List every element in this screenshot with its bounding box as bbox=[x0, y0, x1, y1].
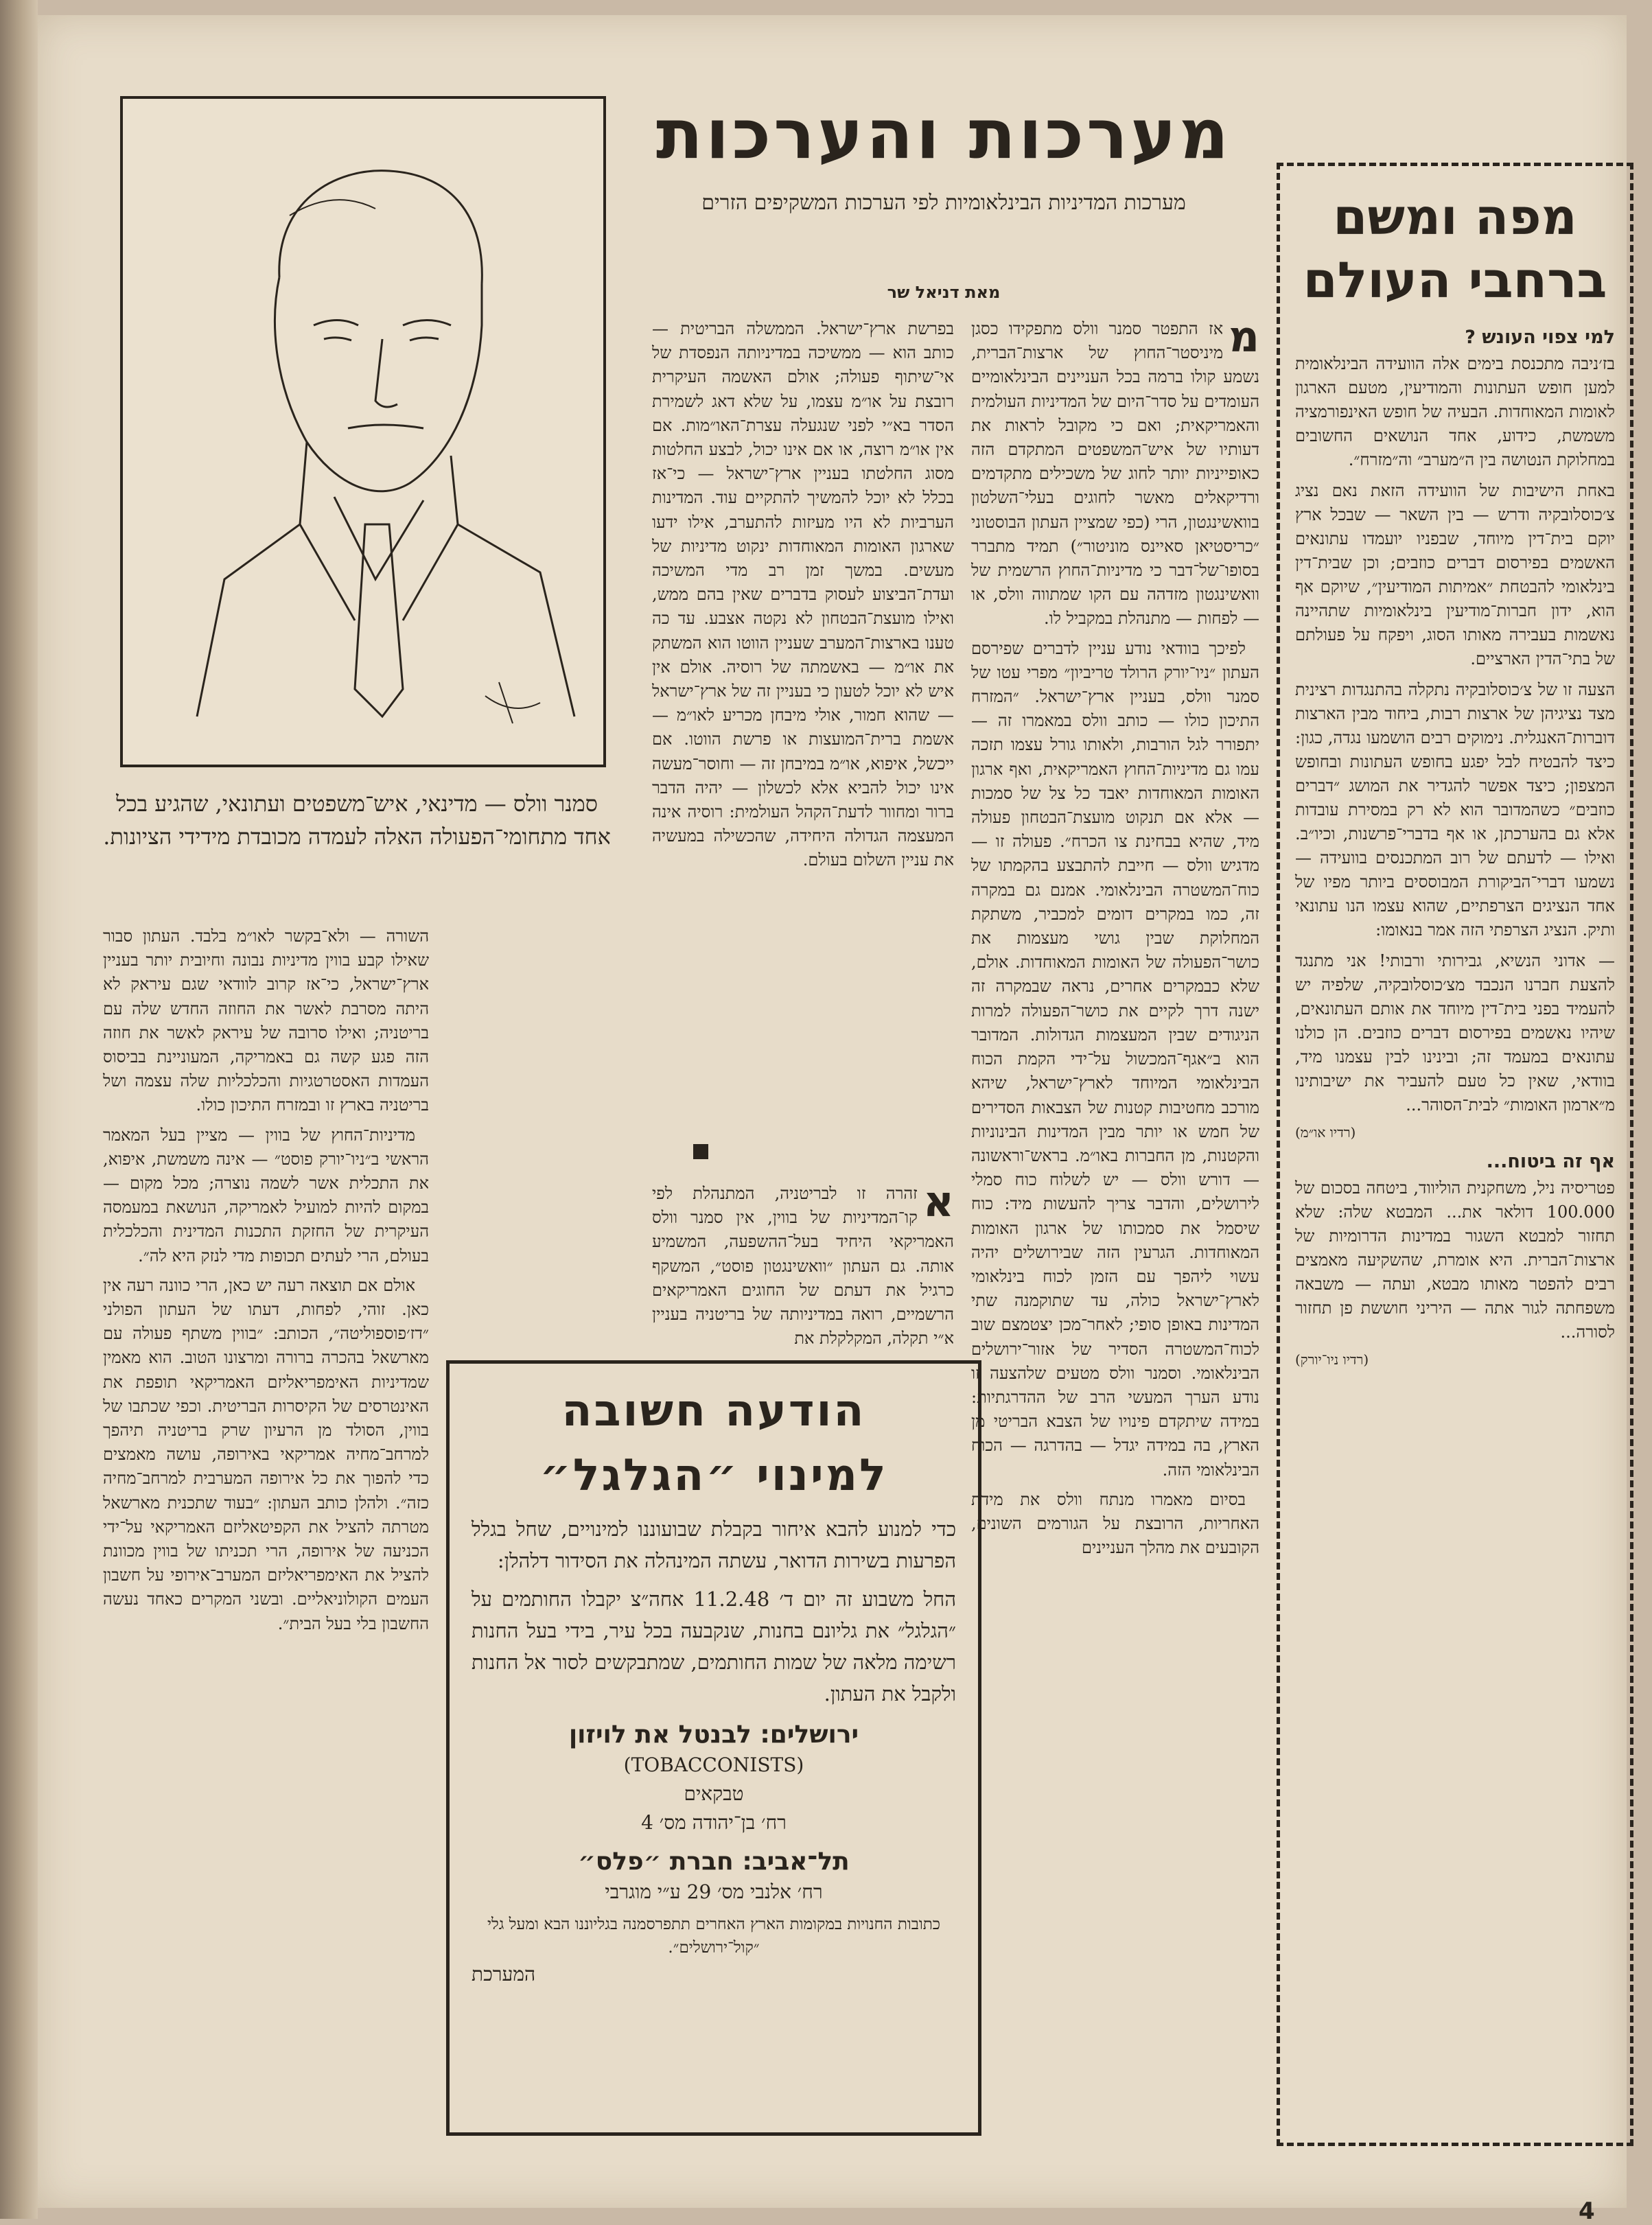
article-paragraph: אז התפטר סמנר וולס מתפקידו כסגן מיניסטר־החוץ של ארצות־הברית, נשמע קולו ברמה בכל העניינים הבינלאומיים העומדים על סדר־היום של המדיניות העולמית והאמריקאית; ואם כי מקובל לראות את דעותיו של איש־המשפטים המתקדם הזה כאופייניות יותר לחוג של משכילים מתקדמים ורדיקאלים מאשר לחוגים בעלי־השלטון בוואשינגטון, הרי (כפי שמציין העתון הבוסטוני ״כריסטיאן סאיינס מוניטור״) תמיד מתברר בסופו־של־דבר כי מדיניות־החוץ הרשמית של וואשינגטון מזדהה עם הקו שמתווה וולס, או — לפחות — מתנהלת במקביל לו. bbox=[971, 319, 1259, 629]
sidebar-section2-heading: אף זה ביטוח... bbox=[1486, 1151, 1615, 1172]
notice-jerusalem-english: (TOBACCONISTS) bbox=[623, 1754, 804, 1776]
drop-cap: מ bbox=[1229, 317, 1259, 362]
sidebar-paragraph: בז׳ניבה מתכנסת בימים אלה הוועידה הבינלאומית למען חופש העתונות והמודיעין, מטעם הארגון לאומות המאוחדות. הבעיה של חופש האינפורמציה משמשת, כידוע, אחד הנושאים החשובים במחלוקת הנטושה בין ה״מערב״ וה״מזרח״. bbox=[1295, 354, 1615, 469]
article-paragraph: בסיום מאמרו מנתח וולס את מידת האחריות, הרובצת על הגורמים השונים, הקובעים את מהלך העניינים bbox=[971, 1489, 1259, 1558]
article-title: מערכות והערכות bbox=[655, 94, 1232, 174]
magazine-page bbox=[38, 15, 1627, 2225]
portrait-caption: סמנר וולס — מדינאי, איש־משפטים ועתונאי, שהגיע בכל אחד מתחומי־הפעולה האלה לעמדה מכובדת מידידי הציונות. bbox=[103, 791, 611, 850]
article-byline: מאת דניאל שר bbox=[887, 283, 1001, 302]
section-ornament bbox=[693, 1144, 708, 1159]
article-column-2-continued bbox=[652, 1182, 954, 1350]
article-paragraph: זהרה זו לבריטניה, המתנהלת לפי קו־המדיניות של בווין, אין סמנר וולס האמריקאי היחיד בעל־ההשפעה, המשמיע אותה. גם העתון ״וואשינגטון פוסט״, המשקף כרגיל את דעתם של החוגים האמריקאים הרשמיים, רואה במדיניותה של בריטניה בעניין א״י תקלה, המקלקלת את bbox=[652, 1184, 954, 1349]
article-column-2 bbox=[652, 317, 954, 1134]
page-number: 4 bbox=[1579, 2198, 1595, 2225]
portrait-drawing bbox=[128, 99, 603, 759]
sidebar-box bbox=[1277, 163, 1633, 2146]
article-paragraph: לפיכך בוודאי נודע עניין לדברים שפירסם העתון ״ניו־יורק הרולד טריביון״ מפרי עטו של סמנר וולס, בעניין ארץ־ישראל. ״המזרח התיכון כולו — כותב וולס במאמרו זה — יתפורר לגל הורבות, ולאותו גורל עצמו תזכה עמו גם מדיניות־החוץ האמריקאית, ואף ארגון האומות המאוחדות יאבד כל צל של סמכות — אלא אם תנקוט מועצת־הבטחון פעולה מיד, שהיא בבחינת צו הכרח״. פעולה זו — מדגיש וולס — חייבת להתבצע בהקמתו של כוח־המשטרה הבינלאומי. אמנם גם במקרה זה, כמו במקרים דומים למכביר, משתקת המחלוקת שבין גושי מעצמות את כושר־הפעולה של האומות המאוחדות. אולם, שלא כבמקרים אחרים, נראה שבמקרה זה ישנה דרך לקיים את כושר־הפעולה למרות הניגודים שבין המעצמות הגדולות. המדובר הוא ב״אגף־המכשול על־ידי הקמת הכוח הבינלאומי המיוחד לארץ־ישראל, שיהא מורכב מחטיבות קטנות של הצבאות הסדירים של חמש או יותר מבין המדינות הבינוניות והקטנות, מן החברות באו״מ. בראש־וראשונה — דורש וולס — יש לשלוח כוח סמלי לירושלים, והדבר צריך להעשות מיד: כוח שיסמל את סמכותו של ארגון האומות המאוחדות. הגרעין הזה שבירושלים יהיה עשוי ליהפך עם הזמן לכוח בינלאומי לארץ־ישראל כולה, עד שתוקמנה שתי המדינות באופן סופי; לאחר־מכן יצטמצם שוב לכוח־המשטרה הסדיר של אזור־ירושלים הבינלאומי. וסמנר וולס מטעים שלהצעה זו נודע הערך המעשי הרב של ההדרגתיות: במידה שיתקדם פינויו של הצבא הבריטי מן הארץ, בה במידה יגדל — בהדרגה — הכוח הבינלאומי הזה. bbox=[971, 638, 1259, 1480]
notice-jerusalem-address: רח׳ בן־יהודה מס׳ 4 bbox=[641, 1811, 787, 1834]
notice-telaviv-address: רח׳ אלנבי מס׳ 29 ע״י מוגרבי bbox=[605, 1880, 823, 1903]
article-paragraph: מדיניות־החוץ של בווין — מציין בעל המאמר הראשי ב״ניו־יורק פוסט״ — אינה משמשת, איפוא, את התכלית אשר לשמה נוצרה; מכל מקום — במקום להיות למועיל לאמריקה, הנושאת במעמסה העיקרית של החזקת התכנות המדינית והכלכלית בעולם, הרי לעתים תכופות מדי לנזק היא לה״. bbox=[103, 1125, 429, 1266]
sidebar-section1-heading: למי צפוי העונש ? bbox=[1465, 327, 1615, 348]
article-column-1 bbox=[971, 317, 1259, 2201]
sidebar-paragraph: — אדוני הנשיא, גבירותי ורבותי! אני מתנגד להצעת חברנו הנכבד מצ׳כוסלובקיה, שלפיה יש להעמיד בפני בית־דין מיוחד את אותם העתונאים, שיהיו נאשמים בפירסום דברים כוזבים. הן כולנו עתונאים במעמד זה; ובינינו לבין עצמנו מיד, בוודאי, שאין כל טעם להעביר את ישיבותינו מ״ארמון האומות״ לבית־הסוהר... bbox=[1295, 951, 1615, 1115]
sidebar-paragraph: הצעה זו של צ׳כוסלובקיה נתקלה בהתנגדות רצינית מצד נציגיהן של ארצות רבות, ביחוד מבין הארצות דוברות־האנגלית. נימוקים רבים הושמעו נגדה, כגון: כיצד להבטיח לבל יפגע בחופש העתונות ובחופש המצפון; כיצד אפשר להגדיר את המושג ״דברים כוזבים״ כשהמדובר הוא לא רק במסירת עובדות אלא גם בהערכתן, או אף בדברי־פרשנות, וכיו״ב. ואילו — לדעתם של רוב המתכנסים בוועידה — נשמעו דברי־הביקורת המבוססים ביותר מפיו של אחד הנציגים הצרפתיים, שהוא עצמו הנו עתונאי ותיק. הנציג הצרפתי הזה אמר בנאומו: bbox=[1295, 680, 1615, 940]
notice-title-line-2: למינוי ״הגלגל״ bbox=[539, 1450, 888, 1501]
sidebar-title: מפה ומשם ברחבי העולם bbox=[1303, 188, 1607, 309]
article-paragraph: בפרשת ארץ־ישראל. הממשלה הבריטית — כותב הוא — ממשיכה במדיניותה הנפסדת של אי־שיתוף פעולה; אולם האשמה העיקרית רובצת על או״מ עצמו, על שלא דאג לשמירת הסדר בא״י לפני שנגעלה עצרת־האו״מות. אם אין או״מ רוצה, או אם אינו יכול, לבצע החלטות מסוג החלטתו בעניין ארץ־ישראל — כי־אז בכלל לא יוכל להמשיך להתקיים עוד. המדינות הערביות לא היו מעיזות להתערב, אילו ידעו שארגון האומות המאוחדות ינקוט מדיניות של מעשים. במשך זמן רב מדי המשיכה ועדת־הביצוע לעסוק בדברים שאין בהם ממש, ואילו מועצת־הבטחון לא נקטה אצבע. עד כה טענו בארצות־המערב שעניין הווטו הוא המשתק את או״מ — באשמתה של רוסיה. אולם אין איש לא יוכל לטעון כי בעניין זה של ארץ־ישראל — שהוא חמור, אולי מיבחן מכריע לאו״מ — אשמת ברית־המועצות או פרשת הווטו. אם ייכשל, איפוא, או״מ במיבחן זה — וחוסר־מעשה אינו יכול להביא אלא לכשלון — יהיה הדבר ברור ומחוור לדעת־הקהל העולמית: רוסיה אינה המעצמה הגדולה היחידה, שהכשילה במעשיה את עניין השלום בעולם. bbox=[652, 319, 954, 870]
drop-cap: א bbox=[922, 1182, 954, 1226]
sidebar-source: (רדיו ניו־יורק) bbox=[1295, 1351, 1369, 1368]
notice-title-line-1: הודעה חשובה bbox=[561, 1386, 866, 1436]
sidebar-paragraph: פטריסיה ניל, משחקנית הוליווד, ביטחה בסכום של 100.000 דולאר את... המבטא שלה: שלא תחזור למבטא השגור במדינות הדרומיות של ארצות־הברית. היא אומרת, שהשקיעה מאמצים רבים להפטר מאותו מבטא, ועתה — משבאה משפחתה לגור אתה — היריני חוששת פן תחזור לסורה... bbox=[1295, 1178, 1616, 1342]
article-paragraph: אולם אם תוצאה רעה יש כאן, הרי כוונה רעה אין כאן. זוהי, לפחות, דעתו של העתון הפולני ״דז׳פוספוליטה״, הכותב: ״בווין משתף פעולה עם מארשאל בהכרה ברורה ומרצונו הטוב. הוא מאמין שמדיניות האימפריאליזם האמריקאי תופפת את האינטרסים של הקיסרות הבריטית. וכפי שכתבו של בווין, הסולד מן הרעיון שרק בריטניה תיהפך למרחב־מחיה אמריקאי באירופה, עושה מאמצים כדי להפוך את כל אירופה המערבית למרחב־מחיה כזה״. ולהלן כותב העתון: ״בעוד שתכנית מארשאל מטרתה להציל את הקפיטאליזם האמריקאי על־ידי הכניעה של אירופה, הרי תכניתו של בווין מכוונת להציל את האימפריאליזם המערב־אירופי על חשבון העמים הקולוניאליים. ובשני המקרים כאחד נעשה החשבון בלי בעל הבית״. bbox=[103, 1275, 429, 1633]
notice-box bbox=[446, 1360, 981, 2136]
notice-jerusalem-line: ירושלים: לבנטל את לויזון bbox=[568, 1721, 859, 1749]
book-spine bbox=[0, 0, 38, 2219]
notice-telaviv-line: תל־אביב: חברת ״פלס״ bbox=[578, 1848, 850, 1876]
sidebar-paragraph: באחת הישיבות של הוועידה הזאת נאם נציג צ׳כוסלובקיה ודרש — בין השאר — שבכל ארץ יוקם בית־דין מיוחד, שבפניו יועמדו עתונאים האשמים בפירסום דברים כוזבים; וכן שבית־דין בינלאומי להבטחת ״אמיתות המודיעין״, שיוקם אף הוא, ידון חברות־מודיעין בינלאומיות שתהיינה נאשמות בעבירה מאותו הסוג, ויפקח על פעולתם של בתי־הדין הארציים. bbox=[1295, 481, 1615, 668]
article-column-3 bbox=[103, 924, 429, 2201]
notice-signoff: המערכת bbox=[472, 1963, 536, 1985]
notice-jerusalem-type: טבקאים bbox=[684, 1782, 744, 1805]
notice-footer: כתובות החנויות במקומות הארץ האחרים תתפרסמנה בגליוננו הבא ומעל גלי ״קול־ירושלים״. bbox=[487, 1915, 940, 1957]
sidebar-source: (רדיו או״מ) bbox=[1295, 1124, 1356, 1141]
notice-paragraph: החל משבוע זה יום ד׳ 11.2.48 אחה״צ יקבלו החותמים על ״הגלגל״ את גליונם בחנות, שנקבעה בכל עיר, בידי בעל החנות רשימה מלאה של שמות החותמים, שמתבקשים לסור אל החנות ולקבל את העתון. bbox=[472, 1587, 957, 1705]
portrait-sketch bbox=[120, 96, 606, 767]
article-subtitle: מערכות המדיניות הבינלאומיות לפי הערכות המשקיפים הזרים bbox=[701, 191, 1186, 215]
notice-paragraph: כדי למנוע להבא איחור בקבלת שבועוננו למינויים, שחל בגלל הפרעות בשירות הדואר, עשתה המינהלה את הסידור דלהלן: bbox=[472, 1517, 956, 1572]
article-paragraph: השורה — ולא־בקשר לאו״מ בלבד. העתון סבור שאילו קבע בווין מדיניות נבונה וחיובית יותר בעניין ארץ־ישראל, כי־אז קרוב לוודאי שגם עיראק לא היתה מסרבת לאשר את החוזה החדש שלה עם בריטניה; ואילו סרובה של עיראק לאשר את חוזה הזה פגע קשה גם באמריקה, המעוניינת בביסוס העמדות האסטרטגיות והכלכליות שלה עצמה ושל בריטניה בארץ זו ובמזרח התיכון כולו. bbox=[103, 927, 429, 1115]
